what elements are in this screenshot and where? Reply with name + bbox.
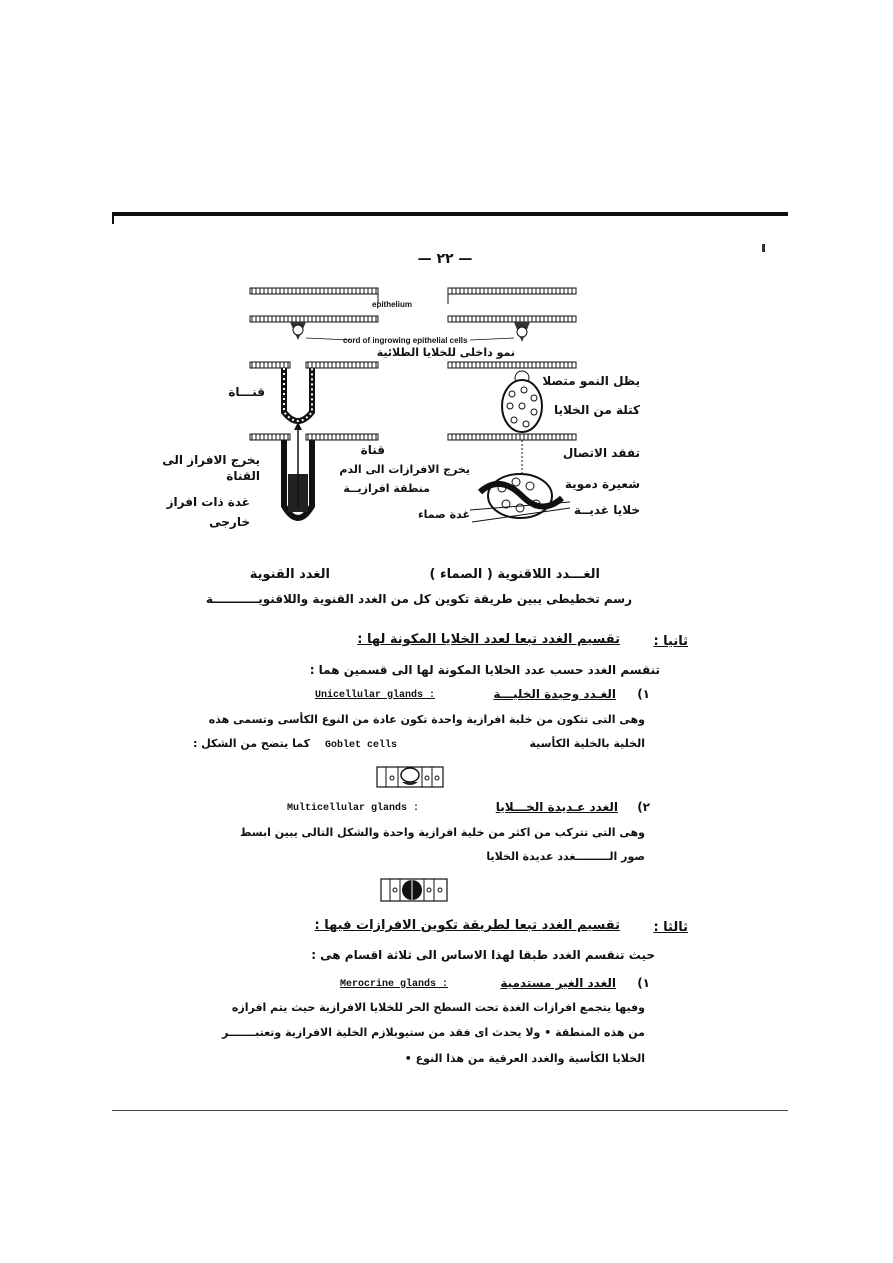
section3-item1-num: ١) <box>637 976 650 990</box>
section2-item2-line1: وهى التى تتركب من اكثر من خلية افرازية واحدة والشكل التالى يبين ابسط <box>240 826 645 839</box>
section2-intro: تنقسم الغدد حسب عدد الخلايا المكونة لها الى قسمين هما : <box>309 663 660 677</box>
section2-item1-line2: الخلية بالخلية الكأسية <box>529 737 645 750</box>
label-cell-mass: كتلة من الخلايا <box>553 403 640 417</box>
label-blood-capillary: شعيرة دموية <box>564 477 640 491</box>
section3-label: ثالثا : <box>653 920 688 935</box>
goblet-cell-figure <box>376 766 444 788</box>
section3-item1-line2: من هذه المنطقة • ولا يحدث اى فقد من ستيوبلازم الخلية الافرازية وتعتبـــــــر <box>221 1026 645 1039</box>
section2-item1-title: الغـدد وحيدة الخليـــة <box>493 687 616 701</box>
section2-item2-num: ٢) <box>637 800 650 814</box>
section2-item1-goblet: Goblet cells <box>325 740 398 751</box>
right-edge-speck <box>762 244 765 252</box>
label-duct-mid: قناة <box>360 443 385 457</box>
epithelium-strip-left-1 <box>250 288 378 294</box>
section3-item1-title: الغدد الغير مستدمية <box>500 976 616 990</box>
section3-heading: تقسيم الغدد تبعا لطريقة تكوين الافرازات فيها : <box>314 918 620 933</box>
label-cord: cord of ingrowing epithelial cells <box>343 336 468 345</box>
label-secretory-area: منطقة افرازيــة <box>343 482 430 495</box>
section2-heading: تقسيم الغدد تبعا لعدد الخلايا المكونة لها : <box>357 632 620 647</box>
multicellular-gland-figure <box>380 878 448 902</box>
label-remains-connected: يظل النمو متصلا <box>542 374 640 388</box>
label-secretion-to-blood: يخرج الافرازات الى الدم <box>339 463 470 476</box>
section2-label: ثانيا : <box>653 634 688 649</box>
label-endocrine-gland: غدة صماء <box>418 508 470 521</box>
label-exocrine-gland: غدة ذات افراز خارجى <box>166 495 250 529</box>
section3-item1-title-en: Merocrine glands : <box>340 979 449 990</box>
caption-exocrine: الغدد القنوية <box>249 567 330 582</box>
label-epithelium: epithelium <box>372 300 413 309</box>
left-edge-mark <box>112 212 114 224</box>
figure-caption: رسم تخطيطى يبين طريقة تكوين كل من الغدد القنوية واللاقنويـــــــــــة <box>205 592 632 606</box>
top-border-line <box>112 212 788 216</box>
section2-item2-title-en: Multicellular glands : <box>287 803 420 814</box>
label-loses-connection: تفقد الاتصال <box>562 446 640 460</box>
bottom-border-line <box>112 1110 788 1111</box>
section2-item1-line2-tail: كما يتضح من الشكل : <box>192 737 310 750</box>
section3-intro: حيث تنقسم الغدد طبقا لهذا الاساس الى ثلاثة اقسام هى : <box>311 948 655 962</box>
section2-item1-title-en: Unicellular glands : <box>315 690 436 701</box>
label-secretion-to-duct: يخرج الافراز الى القناة <box>162 453 260 483</box>
section3-item1-line3: الخلايا الكأسية والغدد العرقية من هذا النوع • <box>404 1052 645 1065</box>
label-duct-left: قنـــاة <box>228 385 265 399</box>
label-glandular-cells: خلايا غديــة <box>573 503 640 517</box>
section2-item1-num: ١) <box>637 687 650 701</box>
caption-endocrine: الغـــدد اللاقنوية ( الصماء ) <box>429 567 600 582</box>
page-number: — ٢٢ — <box>417 251 473 267</box>
section3-item1-line1: وفيها يتجمع افرازات الغدة تحت السطح الحر للخلايا الافرازية حيث يتم افرازه <box>231 1001 645 1014</box>
section2-item2-line2: صور الـــــــــغدد عديدة الخلايا <box>486 850 645 863</box>
epithelium-strip-right-1 <box>448 288 576 294</box>
label-ingrowth: نمو داخلى للخلايا الطلائية <box>376 346 515 359</box>
section2-item1-line1: وهى التى تتكون من خلية افرازية واحدة تكون عادة من النوع الكأسى وتسمى هذه <box>208 713 645 726</box>
section2-item2-title: الغدد عـديدة الخـــلايا <box>495 800 618 814</box>
